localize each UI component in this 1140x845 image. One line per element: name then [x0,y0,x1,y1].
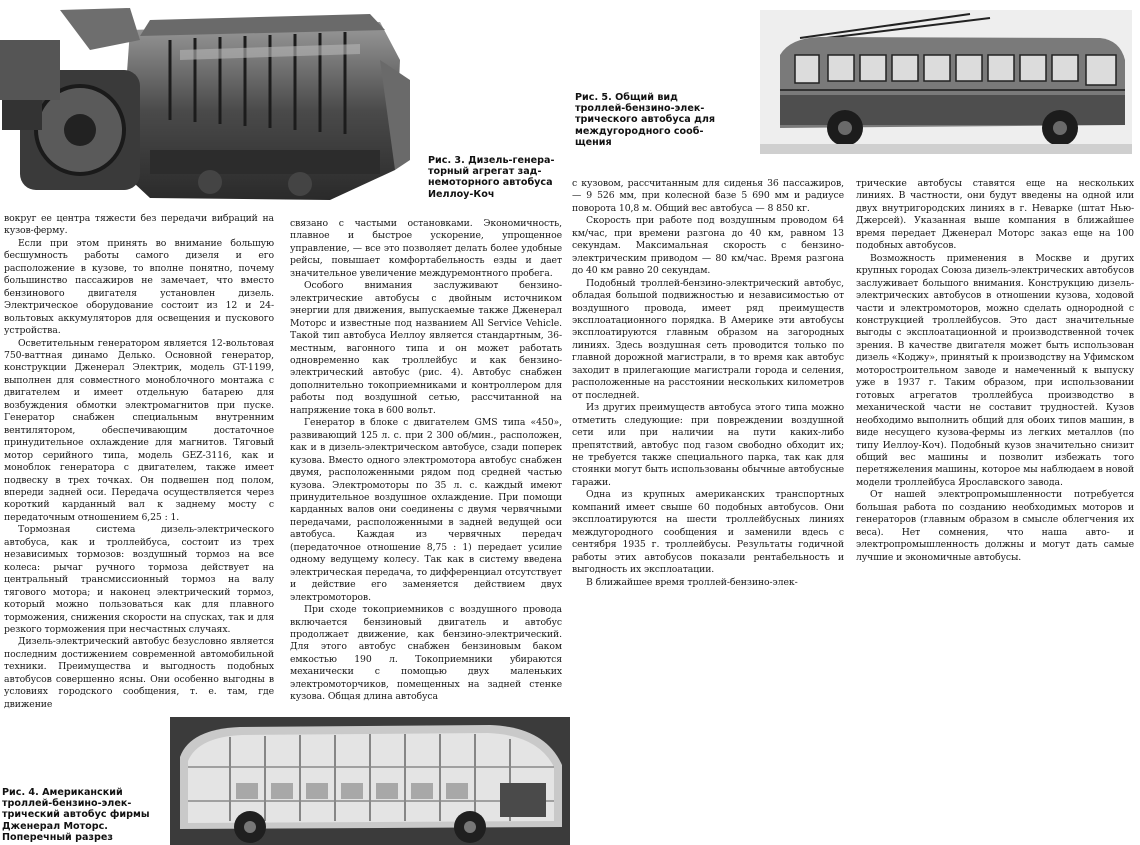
figure-3-engine-photo [0,0,425,212]
article-paragraph: связано с частыми остановками. Экономичность, плавное и быстрое ускорение, упрощенное управление, — все это позволяет делать более удобные рейсы, повышает комфортабельность езды и дает значительное увеличение междуремонтного пробега. [290,218,562,279]
figure-4-cross-section-photo [170,717,570,845]
article-paragraph: Особого внимания заслуживают бензино-электрические автобусы с двойным источником энергии для движения, выпускаемые также Дженерал Моторс и известные под названием All Service Vehicle. Такой тип автобуса Иеллоу является стандартным, 36-местным, вагонного типа и он может работать одновременно как троллейбус и как бензино-электрический автобус (рис. 4). Автобус снабжен дополнительно токоприемниками и контроллером для работы под воздушной сетью, рассчитанной на напряжение тока в 600 вольт. [290,280,562,416]
article-paragraph: Дизель-электрический автобус безусловно является последним достижением современной автомобильной техники. Преимущества и выгодность подобных автобусов совершенно ясны. Они особенно выгодны в условиях городского сообщения, т. е. там, где движение [4,636,274,710]
article-paragraph: Осветительным генератором является 12-вольтовая 750-ваттная динамо Делько. Основной генератор, конструкции Дженерал Электрик, модель GT-1199, выполнен для совместного моноблочного монтажа с двигателем и имеет отдельную батарею для возбуждения обмотки электромагнитов при пуске. Генератор снабжен специальным внутренним вентилятором, обеспечивающим достаточное принудительное охлаждение для магнитов. Тяговый мотор серийного типа, модель GEZ-3116, как и моноблок генератора с двигателем, также имеет подвеску в трех точках. Он подвешен под полом, впереди задней оси. Передача осуществляется через короткий карданный вал к заднему мосту с передаточным отношением 6,25 : 1. [4,337,274,523]
article-paragraph: Скорость при работе под воздушным проводом 64 км/час, при времени разгона до 40 км, равном 13 секундам. Максимальная скорость с бензино-электрическим приводом — 80 км/час. Время разгона до 40 км равно 20 секундам. [572,215,844,277]
diesel-generator-illustration [0,0,425,212]
article-column-4 [856,178,1134,564]
trolley-bus-illustration [760,10,1132,154]
article-paragraph: Возможность применения в Москве и других крупных городах Союза дизель-электрических автобусов заслуживает большого внимания. Конструкцию дизель-электрических автобусов в отношении кузова, ходовой части и электромоторов, можно сделать однородной с конструкцией троллейбусов. Это даст значительные выгоды с эксплоатационной и производственной точек зрения. В качестве двигателя может быть использован дизель «Коджу», принятый к производству на Уфимском моторостроительном заводе и намеченный к выпуску уже в 1937 г. Таким образом, при использовании готовых агрегатов троллейбуса производство в механической части не составит трудностей. Кузов необходимо выполнить общий для обоих типов машин, в виде несущего кузова-фермы из легких металлов (по типу Иеллоу-Коч). Подобный кузов значительно снизит общий вес машины и позволит избежать того перетяжеления машины, которое мы наблюдаем в новой модели троллейбуса Ярославского завода. [856,252,1134,488]
article-paragraph: От нашей электропромышленности потребуется большая работа по созданию необходимых моторов и генераторов (главным образом в смысле облегчения их веса). Нет сомнения, что наша авто- и электропромышленность должны и могут дать самые лучшие и экономичные автобусы. [856,489,1134,563]
article-column-1 [4,213,274,711]
article-paragraph: Тормозная система дизель-электрического автобуса, как и троллейбуса, состоит из трех независимых тормозов: воздушный тормоз на все колеса: рычаг ручного тормоза действует на центральный трансмиссионный тормоз на валу тягового мотора; и наконец электрический тормоз, который можно пользоваться как для плавного торможения, снижения скорости на спусках, так и для резкого торможения при несчастных случаях. [4,524,274,635]
figure-5-bus-photo [760,10,1132,154]
article-paragraph: Подобный троллей-бензино-электрический автобус, обладая большой подвижностью и независимостью от воздушного провода, имеет ряд преимуществ эксплоатационного порядка. В Америке эти автобусы эксплоатируются главным образом на загородных линиях. Здесь воздушная сеть проводится только по главной дорожной магистрали, в то время как автобус заходит в прилегающие магистрали города и селения, расположенные на расстоянии нескольких километров от последней. [572,277,844,401]
article-column-2 [290,218,562,704]
article-paragraph: с кузовом, рассчитанным для сиденья 36 пассажиров, — 9 526 мм, при колесной базе 5 690 мм и радиусе поворота 10,8 м. Общий вес автобуса — 8 850 кг. [572,178,844,214]
article-paragraph: При сходе токоприемников с воздушного провода включается бензиновый двигатель и автобус продолжает движение, как бензино-электрический. Для этого автобус снабжен бензиновым баком емкостью 190 л. Токоприемники убираются механически с помощью двух маленьких электромоторчиков, помещенных на задней стенке кузова. Общая длина автобуса [290,604,562,703]
article-paragraph: Если при этом принять во внимание большую бесшумность работы самого дизеля и его расположение в кузове, то вполне понятно, почему большинство пассажиров не замечает, что вместо бензинового двигателя установлен дизель. Электрическое оборудование состоит из 12 и 24-вольтовых аккумуляторов для освещения и пускового устройства. [4,237,274,337]
article-column-3 [572,178,844,589]
article-paragraph: Генератор в блоке с двигателем GMS типа «450», развивающий 125 л. с. при 2 300 об/мин., расположен, как и в дизель-электрическом автобусе, сзади поперек кузова. Вместо одного электромотора автобус снабжен двумя, расположенными рядом под средней частью кузова. Электромоторы по 35 л. с. каждый имеют принудительное воздушное охлаждение. При помощи карданных валов они соединены с двумя червячными передачами, расположенными в задней ведущей оси автобуса. Каждая из червячных передач (передаточное отношение 8,75 : 1) передает усилие одному ведущему колесу. Так как в систему введена электрическая передача, то дифференциал отсутствует и действие его заменяется действием двух электромоторов. [290,417,562,603]
article-paragraph: Из других преимуществ автобуса этого типа можно отметить следующие: при повреждении воздушной сети или при наличии на пути каких-либо препятствий, автобус под газом свободно обходит их; не требуется также специального парка, так как для стоянки могут быть использованы обычные автобусные гаражи. [572,402,844,488]
article-paragraph: В ближайшее время троллей-бензино-элек- [586,576,798,588]
bus-cross-section-illustration [170,717,570,845]
figure-3-caption: Рис. 3. Дизель-генераторный агрегат заднемоторного автобуса Иеллоу-Коч [428,155,555,200]
figure-4-caption: Рис. 4. Американский троллей-бензино-электрический автобус фирмы Дженерал Моторс. Поперечный разрез [2,787,150,843]
article-paragraph: трические автобусы ставятся еще на нескольких линиях. В частности, они будут введены на одной или двух внутригородских линиях в г. Неварке (штат Нью-Джерсей). Указанная выше компания в ближайшее время передает Дженерал Моторс заказ еще на 100 подобных автобусов. [856,178,1134,252]
article-paragraph: вокруг ее центра тяжести без передачи вибраций на кузов-ферму. [4,213,274,237]
figure-5-caption: Рис. 5. Общий вид троллей-бензино-электрического автобуса для междугородного сообщения [575,92,716,148]
article-paragraph: Одна из крупных американских транспортных компаний имеет свыше 60 подобных автобусов. Они эксплоатируются на шести троллейбусных линиях междугородного сообщения и заменили вдесь с сентября 1935 г. троллейбусы. Результаты годичной работы этих автобусов показали рентабельность и выгодность их эксплоатации. [572,489,844,576]
